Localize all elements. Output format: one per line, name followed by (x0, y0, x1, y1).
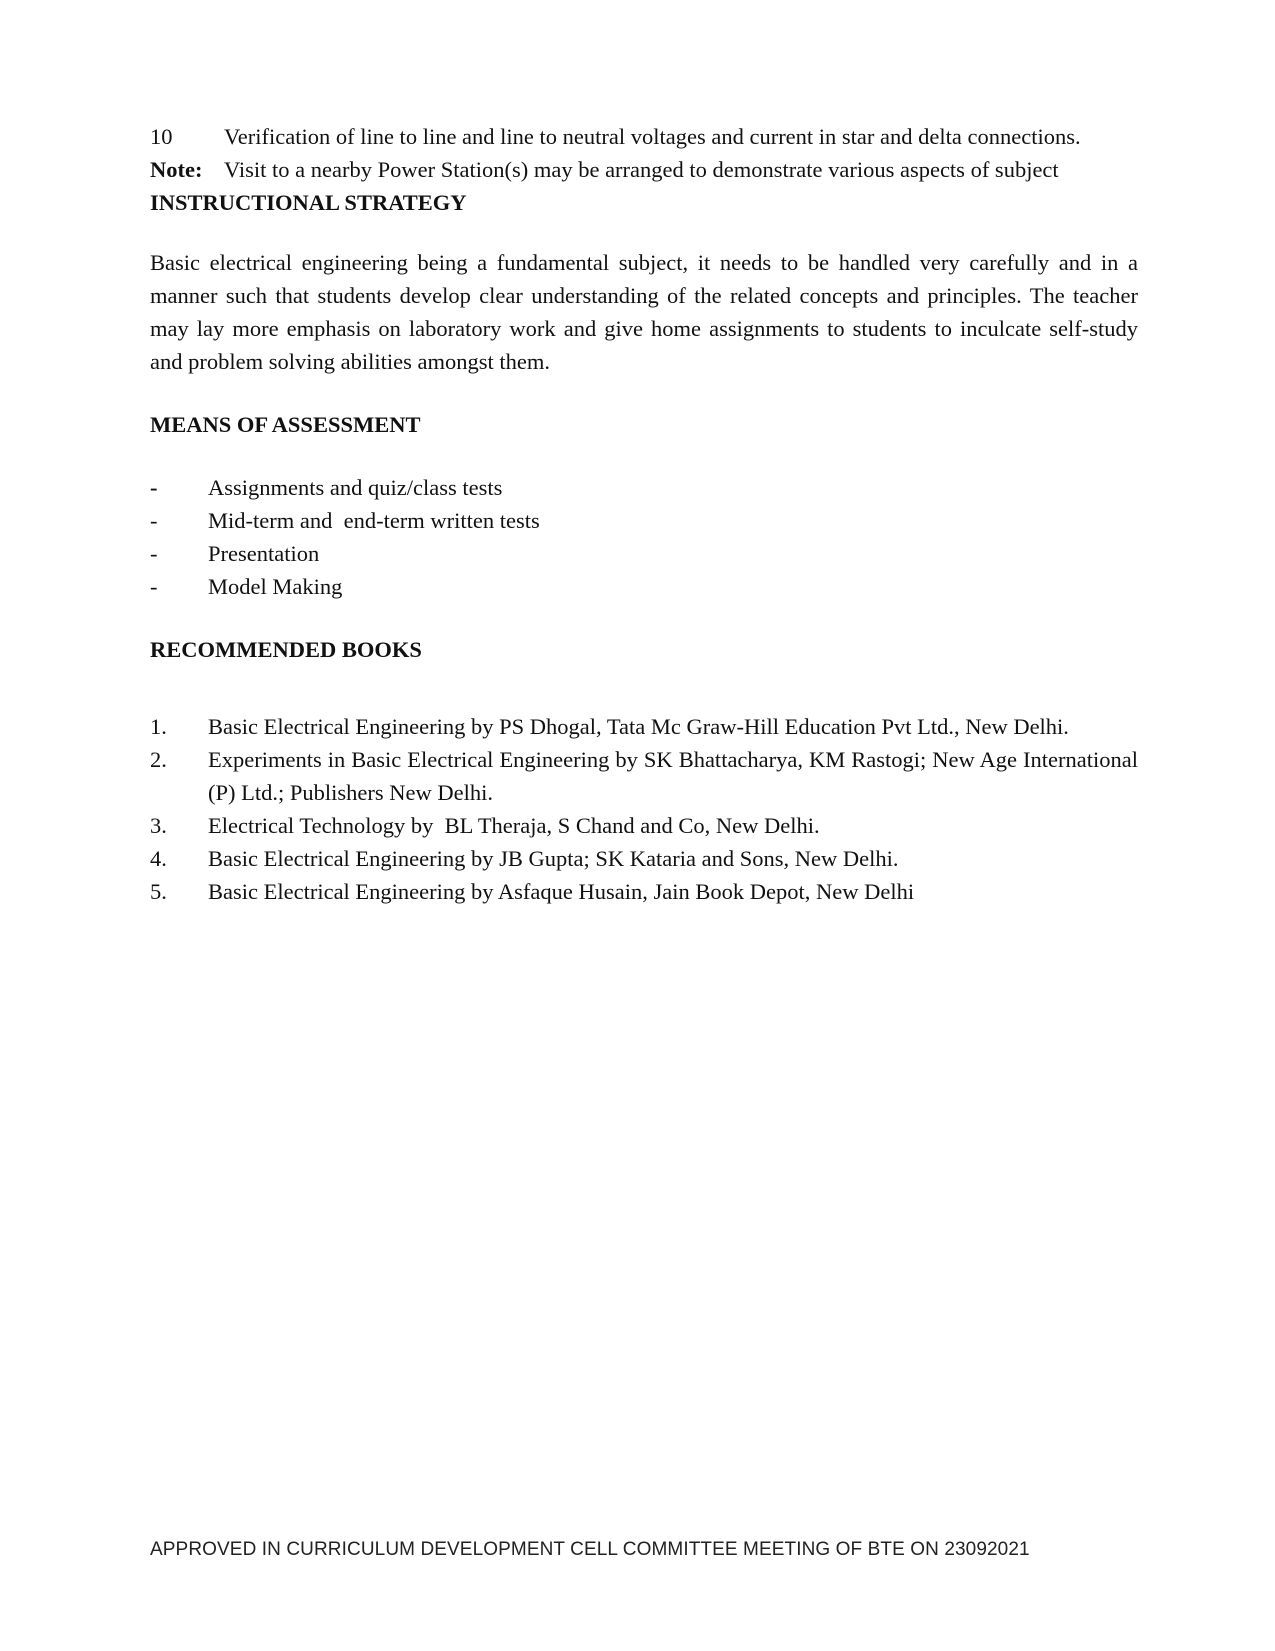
list-marker: - (150, 574, 158, 599)
list-item-text: Presentation (208, 541, 320, 566)
means-of-assessment-heading: MEANS OF ASSESSMENT (150, 412, 421, 437)
list-item (150, 842, 1138, 875)
instructional-strategy-paragraph: Basic electrical engineering being a fundamental subject, it needs to be handled very carefully and in a manner such that students develop clear understanding of the related concepts and principles. The teacher may lay more emphasis on laboratory work and give home assignments to students to inculcate self-study and problem solving abilities amongst them. (150, 250, 1138, 374)
list-item (150, 471, 1138, 504)
list-item-text: Mid-term and end-term written tests (208, 508, 540, 533)
list-marker: 3. (150, 813, 167, 838)
instructional-strategy-heading: INSTRUCTIONAL STRATEGY (150, 190, 467, 215)
assessment-list (150, 471, 1138, 603)
list-marker: - (150, 475, 158, 500)
book-entry: Basic Electrical Engineering by JB Gupta; SK Kataria and Sons, New Delhi. (208, 846, 899, 871)
document-body (150, 120, 1138, 908)
book-entry: Experiments in Basic Electrical Engineering by SK Bhattacharya, KM Rastogi; New Age International (P) Ltd.; Publishers New Delhi. (208, 747, 1138, 805)
note (150, 153, 1138, 186)
list-item-text: Model Making (208, 574, 343, 599)
approval-footer: APPROVED IN CURRICULUM DEVELOPMENT CELL COMMITTEE MEETING OF BTE ON 23092021 (150, 1539, 1030, 1560)
recommended-books-heading: RECOMMENDED BOOKS (150, 637, 422, 662)
list-marker: - (150, 508, 158, 533)
list-item (150, 875, 1138, 908)
experiment-item (150, 120, 1138, 153)
list-item (150, 710, 1138, 743)
experiment-number: 10 (150, 124, 173, 149)
list-marker: 4. (150, 846, 167, 871)
list-marker: 2. (150, 747, 167, 772)
books-list (150, 710, 1138, 908)
book-entry: Electrical Technology by BL Theraja, S Chand and Co, New Delhi. (208, 813, 820, 838)
list-marker: 1. (150, 714, 167, 739)
experiment-text: Verification of line to line and line to neutral voltages and current in star and delta connections. (224, 124, 1081, 149)
note-text: Visit to a nearby Power Station(s) may be arranged to demonstrate various aspects of subject (224, 157, 1059, 182)
list-item-text: Assignments and quiz/class tests (208, 475, 503, 500)
list-item (150, 504, 1138, 537)
list-marker: 5. (150, 879, 167, 904)
book-entry: Basic Electrical Engineering by PS Dhogal, Tata Mc Graw-Hill Education Pvt Ltd., New Delhi. (208, 714, 1069, 739)
list-item (150, 743, 1138, 809)
list-item (150, 809, 1138, 842)
note-label: Note: (150, 157, 203, 182)
list-marker: - (150, 541, 158, 566)
list-item (150, 570, 1138, 603)
book-entry: Basic Electrical Engineering by Asfaque Husain, Jain Book Depot, New Delhi (208, 879, 915, 904)
list-item (150, 537, 1138, 570)
